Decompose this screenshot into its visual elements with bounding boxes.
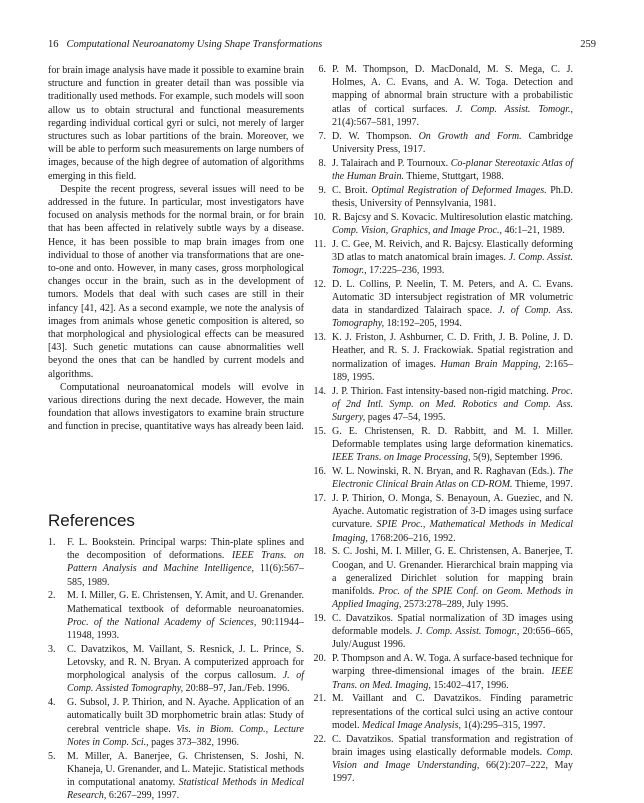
reference-text: F. L. Bookstein. Principal warps: Thin-plate splines and the decomposition of deformations. (67, 536, 304, 562)
reference-number: 16. (313, 466, 326, 478)
reference-text: D. L. Collins, P. Neelin, T. M. Peters, and A. C. Evans. Automatic 3D intersubject registration of MR volumetric data in standardized Talairach space. (332, 278, 573, 317)
reference-text: G. E. Christensen, R. D. Rabbitt, and M. I. Miller. Deformable templates using large deformation kinematics. (332, 425, 573, 451)
reference-details: 21(4):567–581, 1997. (332, 116, 419, 128)
reference-item (311, 545, 573, 611)
reference-text: D. W. Thompson. (332, 130, 419, 142)
reference-text: M. I. Miller, G. E. Christensen, Y. Amit, and U. Grenander. Mathematical textbook of deformable neuroanatomies. (67, 590, 304, 615)
reference-list-left (48, 536, 304, 802)
reference-source: Proc. of 2nd Intl. Symp. on Med. Robotics and Comp. Ass. Surgery, (332, 385, 573, 424)
reference-item (311, 612, 573, 652)
reference-text: P. Thompson and A. W. Toga. A surface-based technique for warping three-dimensional images of the brain. (332, 653, 573, 678)
reference-details: 17:225–236, 1993. (366, 265, 445, 277)
reference-details: Ph.D. thesis, University of Pennsylvania, 1981. (332, 184, 573, 209)
left-column (48, 64, 304, 803)
reference-item (311, 385, 573, 425)
reference-details: 5(9), September 1996. (470, 452, 563, 464)
reference-item (311, 331, 573, 384)
reference-number: 7. (318, 130, 326, 142)
reference-item (311, 278, 573, 331)
reference-number: 17. (313, 493, 326, 505)
reference-text: C. Davatzikos. Spatial normalization of 3D images using deformable models. (332, 613, 573, 638)
reference-number: 4. (48, 697, 56, 709)
running-head (48, 38, 596, 52)
reference-source: Statistical Methods in Medical Research, (67, 776, 304, 802)
running-head-chapter (48, 38, 322, 52)
reference-item (48, 589, 304, 642)
reference-item (311, 465, 573, 491)
reference-text: P. M. Thompson, D. MacDonald, M. S. Mega, C. J. Holmes, A. C. Evans, and A. W. Toga. Detection and mapping of abnormal brain structure with a probabilistic atlas of cortical surfaces. (332, 64, 573, 115)
reference-text: W. L. Nowinski, R. N. Bryan, and R. Raghavan (Eds.). (332, 466, 558, 478)
reference-number: 21. (313, 693, 326, 705)
reference-source: IEEE Trans. on Pattern Analysis and Machine Intelligence, (67, 550, 304, 575)
reference-source: The Electronic Clinical Brain Atlas on CD-ROM. (332, 466, 573, 491)
reference-number: 10. (313, 211, 326, 223)
reference-details: Cambridge University Press, 1917. (332, 130, 573, 155)
reference-source: Proc. of the National Academy of Sciences, (67, 616, 257, 628)
reference-details: 2573:278–289, July 1995. (401, 599, 509, 611)
reference-details: Thieme, Stuttgart, 1988. (403, 170, 504, 182)
reference-number: 1. (48, 536, 56, 548)
references-heading: References (48, 510, 135, 530)
reference-text: R. Bajcsy and S. Kovacic. Multiresolution elastic matching. (332, 211, 573, 223)
reference-source: J. Comp. Assist. Tomogr., (332, 251, 573, 277)
reference-source: J. of Comp. Ass. Tomography, (332, 305, 573, 330)
reference-details: pages 373–382, 1996. (148, 736, 239, 748)
reference-source: Medical Image Analysis, (362, 719, 461, 731)
reference-item (48, 696, 304, 749)
reference-details: 66(2):207–222, May 1997. (332, 760, 573, 785)
reference-text: C. Broit. (332, 184, 372, 196)
reference-number: 3. (48, 643, 56, 655)
reference-source: J. of Comp. Assisted Tomography, (67, 670, 304, 695)
reference-source: Optimal Registration of Deformed Images. (371, 184, 547, 196)
reference-text: G. Subsol, J. P. Thirion, and N. Ayache. Application of an automatically built 3D morphometric brain atlas: Study of cerebral ventricle shape. (67, 697, 304, 735)
reference-item (48, 643, 304, 696)
reference-item (311, 238, 573, 278)
reference-item (311, 157, 573, 183)
reference-details: 1768:206–216, 1992. (367, 532, 456, 544)
reference-number: 5. (48, 750, 56, 762)
chapter-number: 16 (48, 39, 59, 50)
reference-number: 14. (313, 385, 326, 397)
reference-number: 6. (318, 64, 326, 75)
reference-number: 20. (313, 653, 326, 665)
reference-text: K. J. Friston, J. Ashburner, C. D. Frith, J. B. Poline, J. D. Heather, and R. S. J. Frackowiak. Spatial registration and normalization of images. (332, 332, 573, 370)
reference-details: 46:1–21, 1989. (502, 224, 565, 236)
reference-item (311, 130, 573, 156)
reference-text: S. C. Joshi, M. I. Miller, G. E. Christensen, A. Banerjee, T. Coogan, and U. Grenander. Hierarchical brain mapping via a generalized Dirichlet solution for mapping brain manifolds. (332, 546, 573, 598)
reference-number: 12. (313, 278, 326, 290)
body-paragraph: Computational neuroanatomical models will evolve in various directions during the next decade. However, the main foundation that allows investigators to examine brain structure and function in precise, quantitative ways has already been laid. (48, 381, 304, 433)
reference-item (311, 733, 573, 786)
body-paragraph: for brain image analysis have made it possible to examine brain structure and function in greater detail than was possible via traditionally used methods. For example, such models will soon allow us to obtain structural and functional measurements regarding individual cortical gyri or sulci, not merely of larger structures such as lobar partitions of the brain. Moreover, we will be able to perform such measurements on large numbers of images, because of the high degree of automation of algorithms emerging in this field. (48, 65, 304, 182)
reference-number: 9. (318, 184, 326, 196)
reference-number: 13. (313, 332, 326, 344)
reference-details: 20:656–665, July/August 1996. (332, 626, 573, 651)
reference-details: Thieme, 1997. (512, 479, 573, 491)
reference-source: Comp. Vision and Image Understanding, (332, 746, 573, 772)
reference-source: Co-planar Stereotaxic Atlas of the Human Brain. (332, 157, 573, 182)
reference-item (311, 492, 573, 545)
reference-details: 15:402–417, 1996. (430, 679, 509, 691)
reference-number: 19. (313, 613, 326, 625)
reference-details: 20:88–97, Jan./Feb. 1996. (183, 683, 290, 695)
reference-details: 90:11944–11948, 1993. (67, 616, 304, 641)
reference-source: IEEE Trans. on Med. Imaging, (332, 666, 573, 691)
reference-number: 22. (313, 733, 326, 745)
reference-source: On Growth and Form. (418, 130, 522, 142)
reference-number: 18. (313, 546, 326, 558)
reference-details: 18:192–205, 1994. (384, 318, 462, 330)
reference-source: SPIE Proc., Mathematical Methods in Medical Imaging, (332, 519, 573, 544)
reference-item (48, 750, 304, 803)
reference-number: 15. (313, 425, 326, 437)
reference-item (311, 692, 573, 732)
reference-item (311, 63, 573, 129)
chapter-title: Computational Neuroanatomy Using Shape Transformations (66, 39, 323, 50)
reference-source: IEEE Trans. on Image Processing, (332, 452, 471, 464)
reference-item (311, 184, 573, 210)
reference-number: 11. (313, 238, 326, 250)
reference-text: J. P. Thirion, O. Monga, S. Benayoun, A. Gueziec, and N. Ayache. Automatic registration of 3-D images using surface curvature. (332, 493, 573, 531)
reference-details: 11(6):567–585, 1989. (67, 563, 304, 588)
reference-source: J. Comp. Assist. Tomogr., (455, 103, 573, 115)
reference-text: C. Davatzikos. Spatial transformation and registration of brain images using elastically deformable models. (332, 733, 573, 758)
reference-details: 1(4):295–315, 1997. (460, 719, 546, 731)
reference-item (311, 425, 573, 465)
reference-text: J. Talairach and P. Tournoux. (332, 157, 451, 169)
reference-text: J. P. Thirion. Fast intensity-based non-rigid matching. (332, 385, 552, 397)
reference-source: Vis. in Biom. Comp., Lecture Notes in Comp. Sci., (67, 723, 304, 748)
reference-text: C. Davatzikos, M. Vaillant, S. Resnick, J. L. Prince, S. Letovsky, and R. N. Bryan. A computerized approach for morphological analysis of the corpus callosum. (67, 643, 304, 682)
page-number: 259 (580, 39, 596, 50)
body-paragraph: Despite the recent progress, several issues will need to be addressed in the future. In particular, most investigators have focused on analysis methods for the normal brain, or for brain that has been affected in relatively subtle ways by a disease. Hence, it has been possible to map brain images from one individual to those of another via transformations that are one-to-one and onto. However, in many cases, gross morphological changes occur in the brain, such as in the development of tumors. Models that deal with such cases are still in their infancy [41, 42]. As a second example, we note the analysis of images from animals whose genetic composition is altered, so that morphological and physiological effects can be measured [43]. Such genetic mutations can cause abnormalities well beyond the ones that can be handled by current models and algorithms. (48, 183, 304, 380)
reference-item (311, 652, 573, 692)
reference-source: Comp. Vision, Graphics, and Image Proc., (332, 224, 502, 236)
reference-number: 8. (318, 157, 326, 169)
reference-text: M. Miller, A. Banerjee, G. Christensen, S. Joshi, N. Khaneja, U. Grenander, and L. Matejic. Statistical methods in computational anatomy. (67, 750, 304, 788)
reference-source: Human Brain Mapping, (440, 358, 541, 370)
reference-source: Proc. of the SPIE Conf. on Geom. Methods in Applied Imaging, (332, 586, 574, 611)
reference-text: M. Vaillant and C. Davatzikos. Finding parametric representations of the cortical sulci using an active contour model. (332, 693, 573, 731)
reference-details: 2:165–189, 1995. (332, 358, 573, 383)
reference-list-right (311, 63, 573, 785)
reference-number: 2. (48, 590, 56, 602)
reference-details: 6:267–299, 1997. (106, 790, 180, 802)
reference-details: pages 47–54, 1995. (365, 412, 446, 424)
reference-source: J. Comp. Assist. Tomogr., (415, 626, 520, 638)
reference-text: J. C. Gee, M. Reivich, and R. Bajcsy. Elastically deforming 3D atlas to match anatomical brain images. (332, 238, 573, 263)
reference-item (48, 536, 304, 589)
reference-item (311, 211, 573, 237)
right-column (311, 64, 573, 786)
